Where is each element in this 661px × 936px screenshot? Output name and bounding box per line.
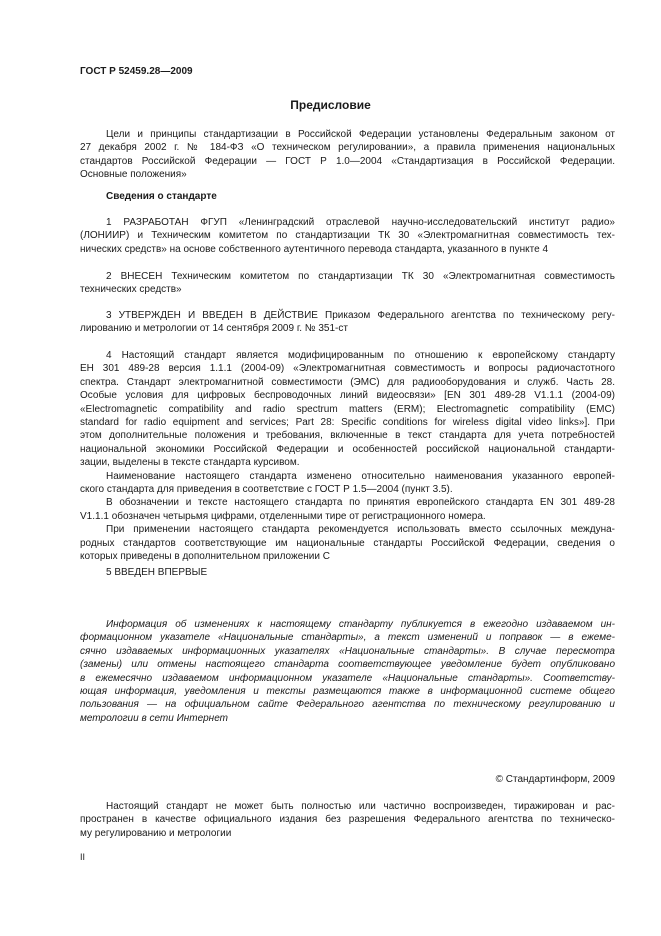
text-line: При применении настоящего стандарта рекомендуется использовать вместо ссылочных междуна- <box>106 524 615 536</box>
page-number: II <box>80 852 86 862</box>
copyright: © Стандартинформ, 2009 <box>495 774 615 785</box>
text-line: 4 Настоящий стандарт является модифицированным по отношению к европейскому стандарту <box>106 350 615 361</box>
text-line: (замены) или отмены настоящего стандарта соответствующее уведомление будет опубликовано <box>80 659 615 671</box>
text-line: которых приведены в дополнительном приложении С <box>80 551 330 563</box>
page-title: Предисловие <box>290 98 371 112</box>
reproduction-notice <box>80 800 615 840</box>
text-line: 27 декабря 2002 г. № 184-ФЗ «О техническом регулировании», а правила применения национальных <box>80 142 615 154</box>
text-line: (ЛОНИИР) и Техническим комитетом по стандартизации ТК 30 «Электромагнитная совместимость тех- <box>80 230 615 242</box>
standard-code: ГОСТ Р 52459.28—2009 <box>80 66 193 77</box>
text-line: зации, выделены в тексте стандарта курсивом. <box>80 457 300 469</box>
item-3 <box>80 309 615 336</box>
section-subheading: Сведения о стандарте <box>106 191 217 202</box>
text-line: технических средств» <box>80 284 182 296</box>
text-line: му регулированию и метрологии <box>80 827 232 839</box>
text-line: нических средств» на основе собственного аутентичного перевода стандарта, указанного в пункте 4 <box>80 243 549 255</box>
text-line: «Electromagnetic compatibility and radio spectrum matters (ERM); Electromagnetic compatibility (EMC) <box>80 403 615 415</box>
text-line: V1.1.1 обозначен четырьмя цифрами, отделенными тире от регистрационного номера. <box>80 510 486 522</box>
text-line: стандартов Российской Федерации — ГОСТ Р 1.0—2004 «Стандартизация в Российской Федерации. <box>80 155 615 167</box>
text-line: родных стандартов соответствующие им национальные стандарты Российской Федерации, сведения о <box>80 537 615 549</box>
text-line: Основные положения» <box>80 169 187 181</box>
text-line: 3 УТВЕРЖДЕН И ВВЕДЕН В ДЕЙСТВИЕ Приказом Федерального агентства по техническому регу- <box>106 310 615 321</box>
text-line: ского стандарта для приведения в соответствие с ГОСТ Р 1.5—2004 (пункт 3.5). <box>80 484 453 496</box>
text-line: Наименование настоящего стандарта изменено относительно наименования указанного европей- <box>106 470 615 482</box>
text-line: Настоящий стандарт не может быть полностью или частично воспроизведен, тиражирован и рас- <box>106 801 615 812</box>
text-line: 2 ВНЕСЕН Техническим комитетом по стандартизации ТК 30 «Электромагнитная совместимость <box>106 271 615 282</box>
text-line: пользования — на официальном сайте Федерального агентства по техническому регулированию и <box>80 699 615 711</box>
text-line: пространен в качестве официального издания без разрешения Федерального агентства по техническо- <box>80 814 615 826</box>
item-2 <box>80 270 615 297</box>
text-line: Цели и принципы стандартизации в Российской Федерации установлены Федеральным законом от <box>106 129 615 140</box>
text-line: сячно издаваемых информационных указателях «Национальные стандарты». В случае пересмотра <box>80 645 615 657</box>
text-line: спектра. Стандарт электромагнитной совместимости (ЭМС) для радиооборудования и служб. Часть 28. <box>80 376 615 388</box>
text-line: в ежемесячно издаваемом информационном указателе «Национальные стандарты». Соответству- <box>80 672 615 684</box>
text-line: Информация об изменениях к настоящему стандарту публикуется в ежегодно издаваемом ин- <box>106 619 615 630</box>
notice-paragraph <box>80 618 615 725</box>
item-5: 5 ВВЕДЕН ВПЕРВЫЕ <box>106 567 208 578</box>
intro-paragraph <box>80 128 615 182</box>
text-line: ЕН 301 489-28 версия 1.1.1 (2004-09) «Электромагнитная совместимость и вопросы радиочастотного <box>80 363 615 375</box>
text-line: национальной экономики Российской Федерации и особенностей российской национальной стандарти- <box>80 443 615 455</box>
text-line: формационном указателе «Национальные стандарты», а текст изменений и поправок — в ежеме- <box>80 632 615 644</box>
text-line: В обозначении и тексте настоящего стандарта по принятия европейского стандарта EN 301 489-28 <box>106 497 615 509</box>
text-line: Особые условия для цифровых беспроводочных линий видеосвязи» [EN 301 489-28 V1.1.1 (2004-09) <box>80 390 615 402</box>
item-1 <box>80 216 615 256</box>
text-line: standard for radio equipment and services; Part 28: Specific conditions for wireless digital video links»]. При <box>80 417 615 429</box>
text-line: метрологии в сети Интернет <box>80 712 228 724</box>
text-line: ющая информация, уведомления и тексты размещаются также в информационной системе общего <box>80 686 615 698</box>
text-line: лированию и метрологии от 14 сентября 2009 г. № 351-ст <box>80 323 348 335</box>
text-line: этом дополнительные положения и требования, включенные в текст стандарта для учета потребностей <box>80 430 615 442</box>
text-line: 1 РАЗРАБОТАН ФГУП «Ленинградский отраслевой научно-исследовательский институт радио» <box>106 217 615 228</box>
item-4 <box>80 349 615 564</box>
